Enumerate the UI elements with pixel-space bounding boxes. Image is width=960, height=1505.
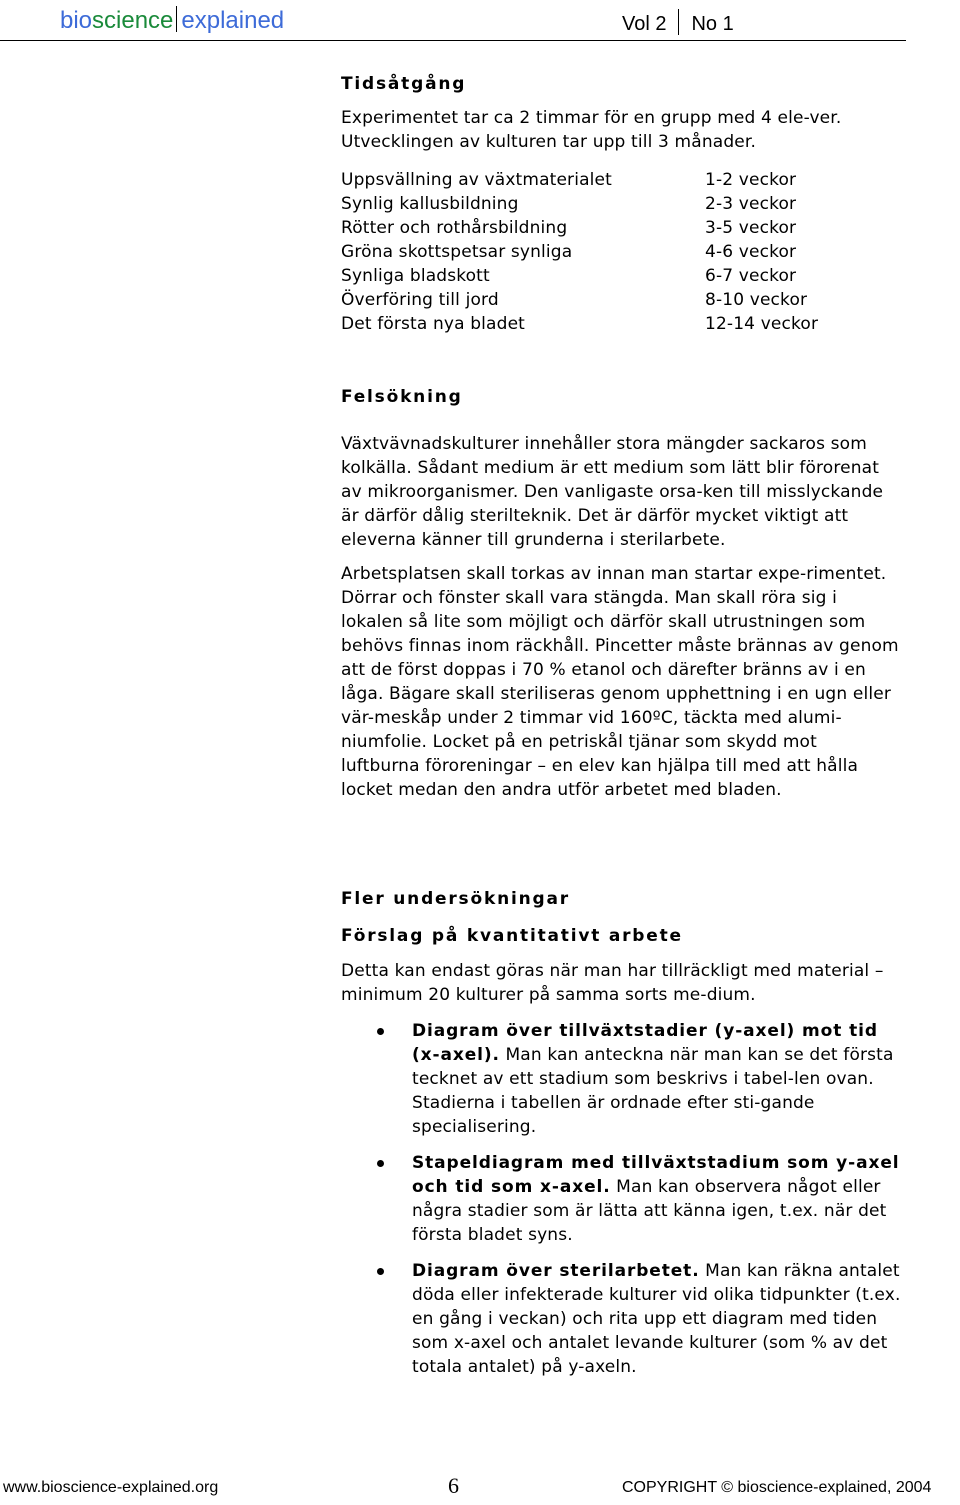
page-header	[0, 0, 906, 41]
table-row	[341, 288, 861, 312]
stage-name: Synliga bladskott	[341, 266, 490, 286]
page-number: 6	[448, 1473, 459, 1498]
stage-name: Gröna skottspetsar synliga	[341, 242, 573, 262]
bullet-icon	[377, 1028, 384, 1035]
stage-name: Det första nya bladet	[341, 314, 525, 334]
issue-divider	[678, 9, 679, 35]
list-item	[341, 1019, 901, 1139]
troubleshooting-section	[341, 385, 901, 802]
issue-info	[622, 9, 734, 37]
stage-duration: 6-7 veckor	[705, 266, 797, 286]
stage-duration: 3-5 veckor	[705, 218, 797, 238]
stage-duration: 1-2 veckor	[705, 170, 797, 190]
list-item	[341, 1151, 901, 1247]
troubleshooting-paragraph-2: Arbetsplatsen skall torkas av innan man startar expe-rimentet. Dörrar och fönster skall vara stängda. Man skall röra sig i lokalen så lite som möjligt och därför skall utrustningen som behövs finnas inom räckhåll. Pincetter måste brännas av genom att de först doppas i 70 % etanol och därefter bränns av i en låga. Bägare skall steriliseras genom upphettning i en ugn eller vär-meskåp under 2 timmar vid 160ºC, täckta med alumi-niumfolie. Locket på en petriskål tjänar som skydd mot luftburna föroreningar – en elev kan hjälpa till med att hålla locket medan den andra utför arbetet med bladen.	[341, 564, 899, 800]
table-row	[341, 240, 861, 264]
suggestion-text: Man kan anteckna när man kan se det första tecknet av ett stadium som beskrivs i tabel-len ovan. Stadierna i tabellen är ordnade efter sti-gande specialisering.	[412, 1045, 894, 1137]
stage-name: Uppsvällning av växtmaterialet	[341, 170, 612, 190]
stage-name: Överföring till jord	[341, 290, 499, 310]
time-heading: Tidsåtgång	[341, 74, 467, 94]
troubleshooting-heading: Felsökning	[341, 387, 463, 407]
time-section	[341, 72, 901, 154]
suggestion-text: Man kan räkna antalet döda eller infekterade kulturer vid olika tidpunkter (t.ex. en gång i veckan) och rita upp ett diagram med tiden som x-axel och antalet levande kulturer (som % av det totala antalet) på y-axeln.	[412, 1261, 901, 1377]
further-intro: Detta kan endast göras när man har tillräckligt med material – minimum 20 kulturer på samma sorts me-dium.	[341, 961, 884, 1005]
suggestion-title: Diagram över sterilarbetet.	[412, 1261, 700, 1281]
bullet-icon	[377, 1268, 384, 1275]
table-row	[341, 192, 861, 216]
suggestion-list	[341, 1019, 901, 1379]
stage-duration: 2-3 veckor	[705, 194, 797, 214]
further-subheading: Förslag på kvantitativt arbete	[341, 926, 683, 946]
stage-name: Synlig kallusbildning	[341, 194, 519, 214]
brand-science: science	[92, 7, 174, 34]
further-section	[341, 887, 901, 1379]
stage-table	[341, 168, 861, 336]
footer-url: www.bioscience-explained.org	[3, 1479, 219, 1496]
number-label: No 1	[691, 13, 734, 35]
table-row	[341, 168, 861, 192]
troubleshooting-paragraph-1: Växtvävnadskulturer innehåller stora mängder sackaros som kolkälla. Sådant medium är ett medium som lätt blir förorenat av mikroorganismer. Den vanligaste orsa-ken till misslyckande är därför dålig sterilteknik. Det är därför mycket viktigt att eleverna känner till grunderna i sterilarbete.	[341, 434, 884, 550]
time-intro: Experimentet tar ca 2 timmar för en grupp med 4 ele-ver. Utvecklingen av kulturen tar upp till 3 månader.	[341, 108, 842, 152]
footer-copyright: COPYRIGHT © bioscience-explained, 2004	[622, 1479, 932, 1496]
brand-explained: explained	[181, 7, 285, 34]
suggestion-title: Stapeldiagram med tillväxtstadium som y-axel och tid som x-axel.	[412, 1153, 900, 1197]
stage-duration: 12-14 veckor	[705, 314, 819, 334]
table-row	[341, 264, 861, 288]
volume-label: Vol 2	[622, 13, 667, 35]
stage-duration: 4-6 veckor	[705, 242, 797, 262]
table-row	[341, 216, 861, 240]
brand-divider	[176, 6, 177, 32]
brand-logo	[60, 6, 284, 36]
bullet-icon	[377, 1160, 384, 1167]
list-item	[341, 1259, 901, 1379]
stage-duration: 8-10 veckor	[705, 290, 808, 310]
stage-name: Rötter och rothårsbildning	[341, 218, 568, 238]
table-row	[341, 312, 861, 336]
suggestion-text: Man kan observera något eller några stadier som är lätta att känna igen, t.ex. när det första bladet syns.	[412, 1177, 887, 1245]
further-heading: Fler undersökningar	[341, 889, 570, 909]
suggestion-title: Diagram över tillväxtstadier (y-axel) mot tid (x-axel).	[412, 1021, 878, 1065]
brand-bio: bio	[60, 7, 93, 34]
